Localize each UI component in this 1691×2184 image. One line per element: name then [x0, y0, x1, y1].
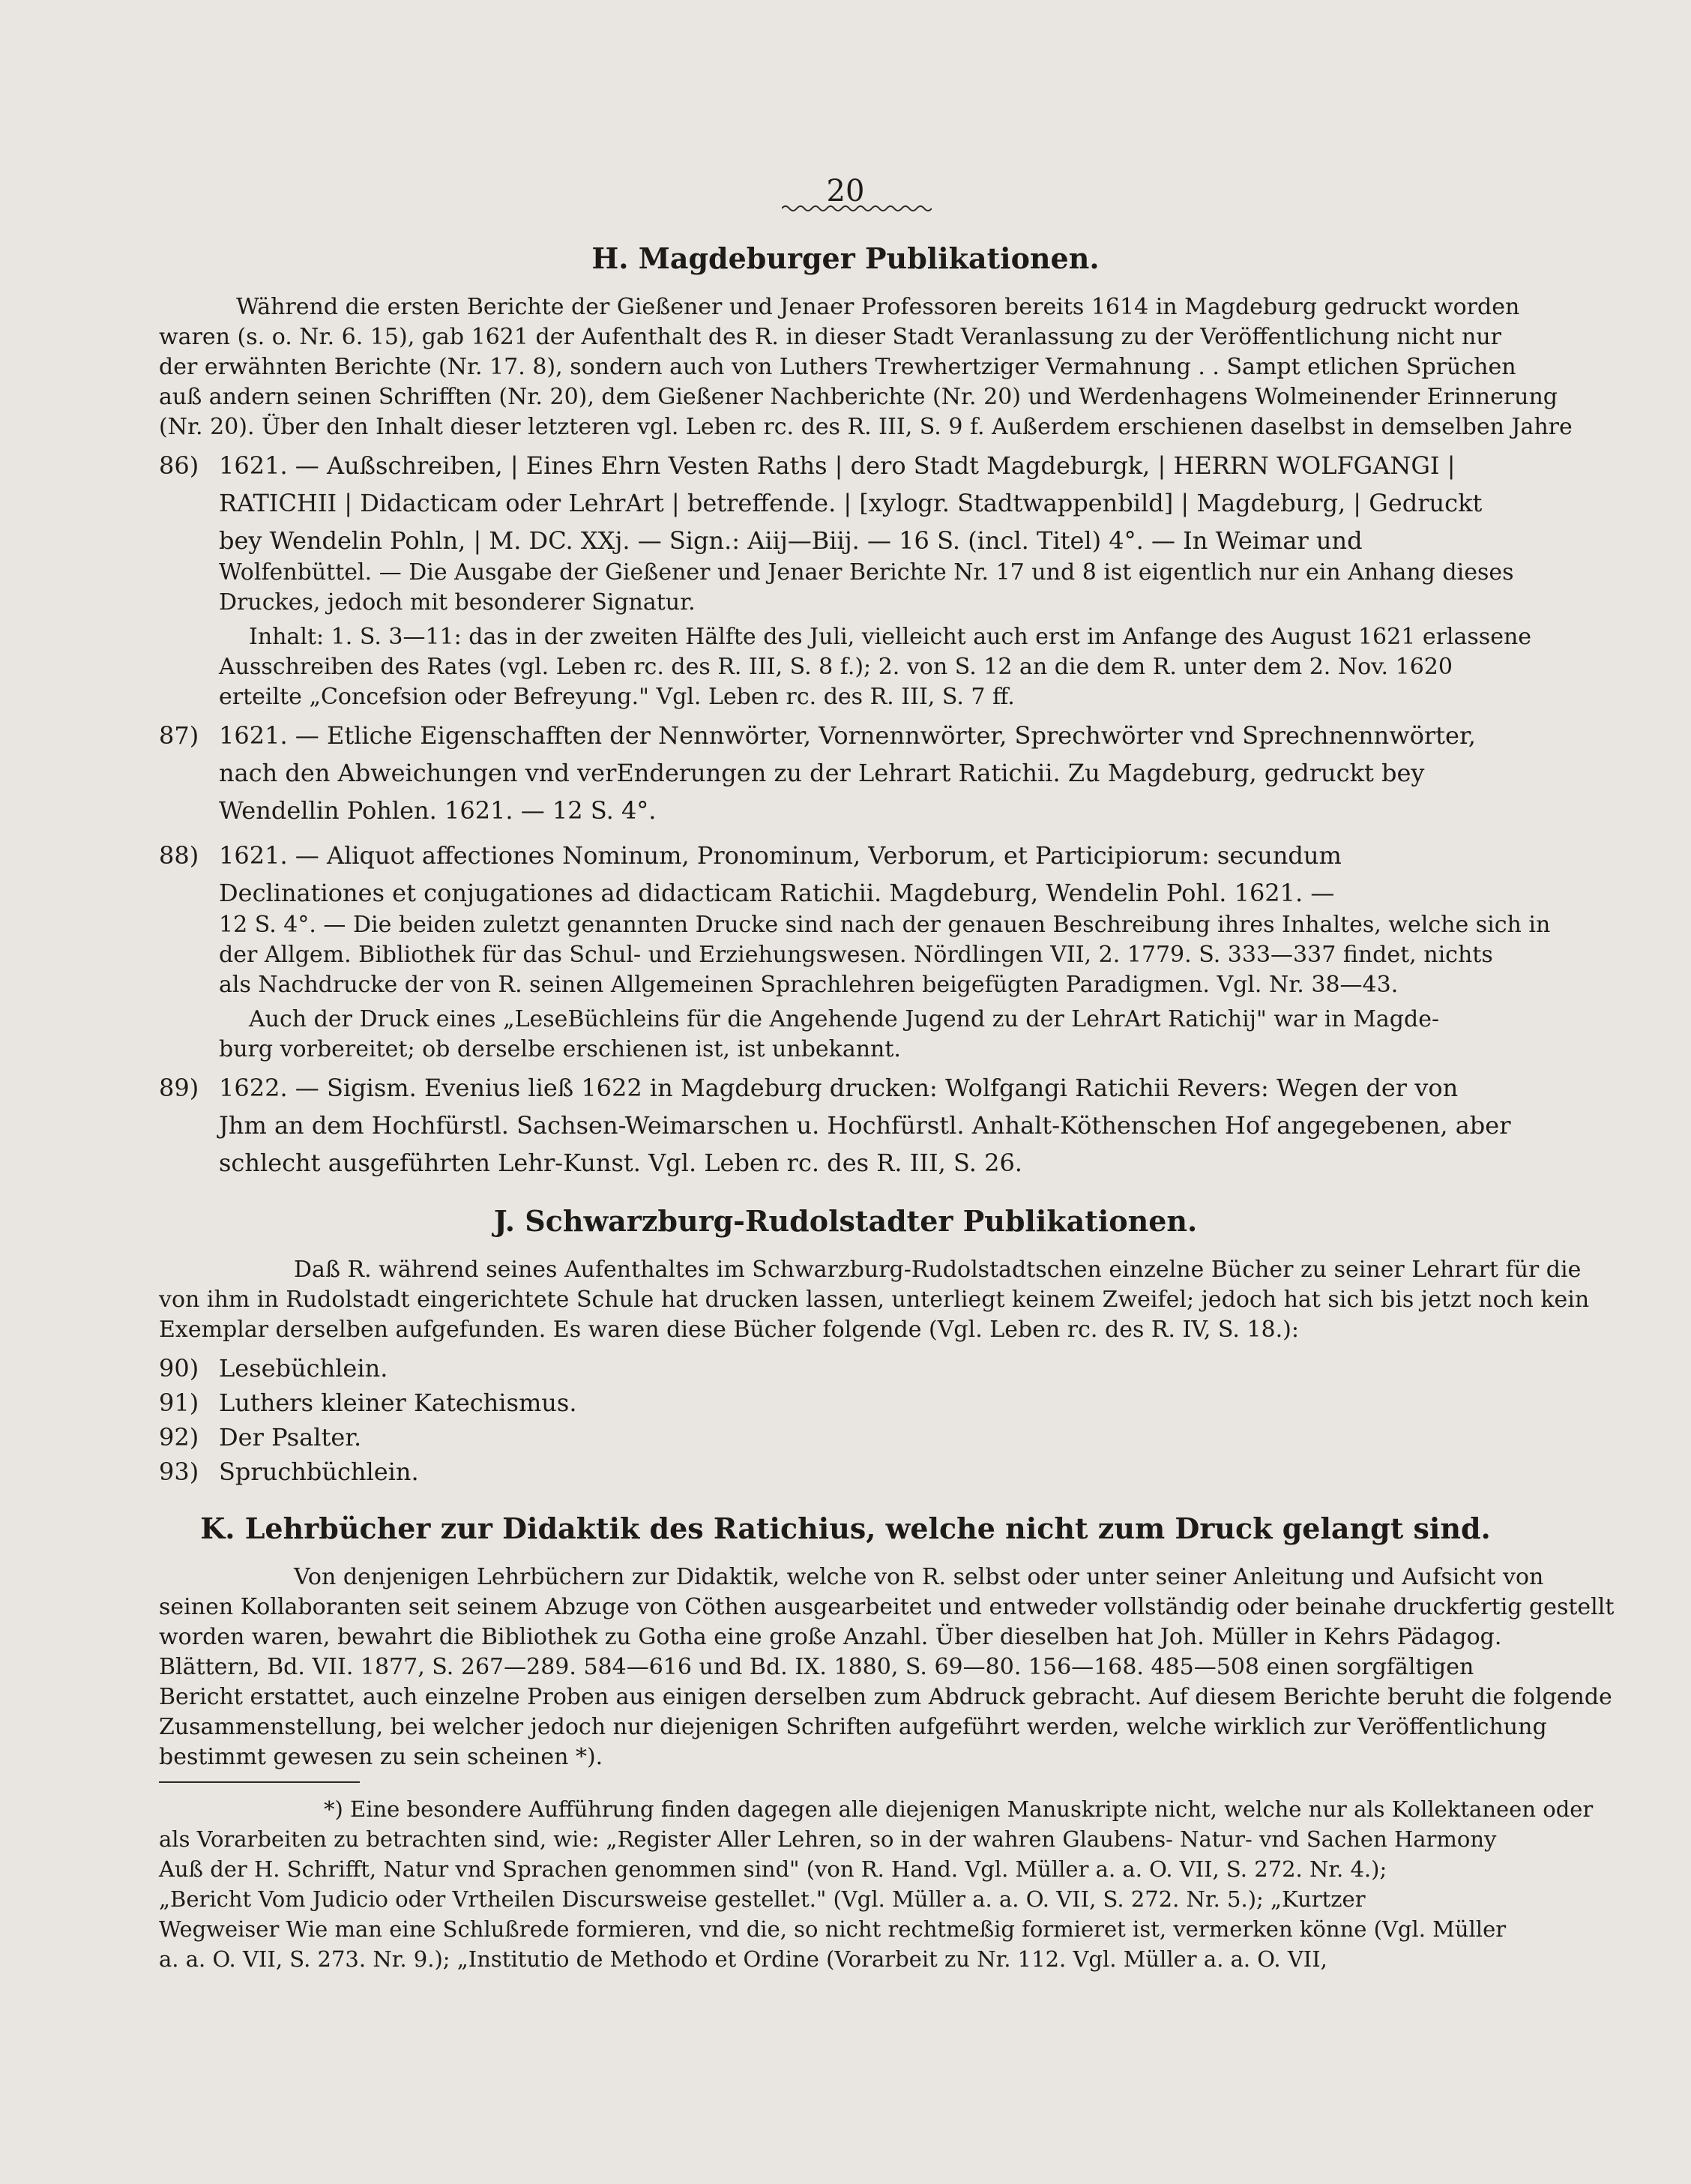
entry-line: als Nachdrucke der von R. seinen Allgemeinen Sprachlehren beigefügten Paradigmen. Vgl. Nr. 38—43. — [219, 972, 1399, 998]
footnote-line: als Vorarbeiten zu betrachten sind, wie: „Register Aller Lehren, so in der wahren Glaubens- Natur- vnd Sachen Harmony — [159, 1826, 1497, 1852]
text-line: auß andern seinen Schrifften (Nr. 20), dem Gießener Nachberichte (Nr. 20) und Werdenhagens Wolmeinender Erinnerung — [159, 384, 1558, 410]
text-line: (Nr. 20). Über den Inhalt dieser letzteren vgl. Leben rc. des R. III, S. 9 f. Außerdem erschienen daselbst in demselben Jahre — [159, 414, 1573, 440]
text-line: seinen Kollaboranten seit seinem Abzuge von Cöthen ausgearbeitet und entweder vollständig oder beinahe druckfertig gestellt — [159, 1594, 1615, 1620]
text-line: worden waren, bewahrt die Bibliothek zu Gotha eine große Anzahl. Über dieselben hat Joh. Müller in Kehrs Pädagog. — [159, 1624, 1502, 1650]
entry-number: 88) — [159, 841, 199, 870]
footnote-line: Wegweiser Wie man eine Schlußrede formieren, vnd die, so nicht rechtmeßig formieret ist, vermerken könne (Vgl. Müller — [159, 1916, 1507, 1942]
section-heading-k: K. Lehrbücher zur Didaktik des Ratichius, welche nicht zum Druck gelangt sind. — [200, 1511, 1491, 1545]
entry-number: 89) — [159, 1074, 199, 1102]
entry-line: Declinationes et conjugationes ad didacticam Ratichii. Magdeburg, Wendelin Pohl. 1621. — — [219, 879, 1335, 907]
entry-line: 12 S. 4°. — Die beiden zuletzt genannten Drucke sind nach der genauen Beschreibung ihres Inhaltes, welche sich in — [219, 912, 1551, 938]
text-line: Daß R. während seines Aufenthaltes im Schwarzburg-Rudolstadtschen einzelne Bücher zu seiner Lehrart für die — [294, 1257, 1582, 1283]
item-text: Luthers kleiner Katechismus. — [219, 1389, 577, 1417]
entry-line — [159, 841, 1342, 870]
entry-line: Druckes, jedoch mit besonderer Signatur. — [219, 589, 696, 616]
footnote-line: *) Eine besondere Aufführung finden dagegen alle diejenigen Manuskripte nicht, welche nur als Kollektaneen oder — [324, 1796, 1594, 1822]
entry-line — [159, 451, 1455, 480]
text-line: bestimmt gewesen zu sein scheinen *). — [159, 1744, 603, 1770]
entry-text: 1621. — Aliquot affectiones Nominum, Pronominum, Verborum, et Participiorum: secundum — [219, 841, 1342, 870]
section-heading-h: H. Magdeburger Publikationen. — [591, 241, 1100, 275]
item-text: Spruchbüchlein. — [219, 1457, 419, 1486]
item-text: Lesebüchlein. — [219, 1354, 388, 1383]
entry-line: der Allgem. Bibliothek für das Schul- und Erziehungswesen. Nördlingen VII, 2. 1779. S. 333—337 findet, nichts — [219, 942, 1493, 968]
entry-line — [159, 721, 1476, 750]
entry-line: erteilte „Concefsion oder Befreyung." Vgl. Leben rc. des R. III, S. 7 ff. — [219, 684, 1015, 710]
list-item — [159, 1423, 361, 1452]
text-line: von ihm in Rudolstadt eingerichtete Schule hat drucken lassen, unterliegt keinem Zweifel; jedoch hat sich bis jetzt noch kein — [159, 1287, 1590, 1313]
text-line: Während die ersten Berichte der Gießener und Jenaer Professoren bereits 1614 in Magdeburg gedruckt worden — [236, 294, 1520, 320]
list-item — [159, 1457, 419, 1486]
entry-text: 1621. — Etliche Eigenschafften der Nennwörter, Vornennwörter, Sprechwörter vnd Sprechnennwörter, — [219, 721, 1476, 750]
entry-line: schlecht ausgeführten Lehr-Kunst. Vgl. Leben rc. des R. III, S. 26. — [219, 1149, 1022, 1177]
entry-line: Auch der Druck eines „LeseBüchleins für die Angehende Jugend zu der LehrArt Ratichij" war in Magde- — [249, 1006, 1440, 1032]
entry-line: bey Wendelin Pohln, | M. DC. XXj. — Sign.: Aiij—Biij. — 16 S. (incl. Titel) 4°. — In Weimar und — [219, 526, 1363, 555]
text-line: Exemplar derselben aufgefunden. Es waren diese Bücher folgende (Vgl. Leben rc. des R. IV, S. 18.): — [159, 1317, 1299, 1343]
entry-line: burg vorbereitet; ob derselbe erschienen ist, ist unbekannt. — [219, 1036, 901, 1062]
entry-line: Ausschreiben des Rates (vgl. Leben rc. des R. III, S. 8 f.); 2. von S. 12 an die dem R. unter dem 2. Nov. 1620 — [219, 654, 1453, 680]
footnote-line: a. a. O. VII, S. 273. Nr. 9.); „Institutio de Methodo et Ordine (Vorarbeit zu Nr. 112. Vgl. Müller a. a. O. VII, — [159, 1946, 1327, 1972]
entry-line: Wendellin Pohlen. 1621. — 12 S. 4°. — [219, 796, 657, 825]
item-number: 90) — [159, 1354, 199, 1383]
wavy-rule — [782, 204, 932, 213]
list-item — [159, 1389, 576, 1417]
text-line: Zusammenstellung, bei welcher jedoch nur diejenigen Schriften aufgeführt werden, welche wirklich zur Veröffentlichung — [159, 1714, 1547, 1740]
text-line: waren (s. o. Nr. 6. 15), gab 1621 der Aufenthalt des R. in dieser Stadt Veranlassung zu der Veröffentlichung nicht nur — [159, 324, 1501, 350]
footnote-line: „Bericht Vom Judicio oder Vrtheilen Discursweise gestellet." (Vgl. Müller a. a. O. VII, S. 272. Nr. 5.); „Kurtzer — [159, 1886, 1366, 1912]
text-line: Von denjenigen Lehrbüchern zur Didaktik, welche von R. selbst oder unter seiner Anleitung und Aufsicht von — [294, 1564, 1544, 1590]
item-number: 92) — [159, 1423, 199, 1452]
footnote-line: Auß der H. Schrifft, Natur vnd Sprachen genommen sind" (von R. Hand. Vgl. Müller a. a. O. VII, S. 272. Nr. 4.); — [159, 1856, 1387, 1882]
entry-line: Wolfenbüttel. — Die Ausgabe der Gießener und Jenaer Berichte Nr. 17 und 8 ist eigentlich nur ein Anhang dieses — [219, 559, 1514, 586]
entry-line: Inhalt: 1. S. 3—11: das in der zweiten Hälfte des Juli, vielleicht auch erst im Anfange des August 1621 erlassene — [249, 624, 1532, 650]
list-item — [159, 1354, 388, 1383]
entry-line: nach den Abweichungen vnd verEnderungen zu der Lehrart Ratichii. Zu Magdeburg, gedruckt bey — [219, 759, 1425, 787]
entry-line — [159, 1074, 1458, 1102]
entry-line: RATICHII | Didacticam oder LehrArt | betreffende. | [xylogr. Stadtwappenbild] | Magdeburg, | Gedruckt — [219, 489, 1483, 517]
item-text: Der Psalter. — [219, 1423, 362, 1452]
entry-text: 1622. — Sigism. Evenius ließ 1622 in Magdeburg drucken: Wolfgangi Ratichii Revers: Wegen der von — [219, 1074, 1459, 1102]
entry-number: 87) — [159, 721, 199, 750]
entry-line: Jhm an dem Hochfürstl. Sachsen-Weimarschen u. Hochfürstl. Anhalt-Köthenschen Hof angegebenen, aber — [219, 1111, 1511, 1140]
item-number: 93) — [159, 1457, 199, 1486]
entry-number: 86) — [159, 451, 199, 480]
text-line: Blättern, Bd. VII. 1877, S. 267—289. 584—616 und Bd. IX. 1880, S. 69—80. 156—168. 485—508 einen sorgfältigen — [159, 1654, 1474, 1680]
text-line: der erwähnten Berichte (Nr. 17. 8), sondern auch von Luthers Trewhertziger Vermahnung . . Sampt etlichen Sprüchen — [159, 354, 1516, 380]
page-number: 20 — [826, 174, 865, 208]
item-number: 91) — [159, 1389, 199, 1417]
entry-text: 1621. — Außschreiben, | Eines Ehrn Vesten Raths | dero Stadt Magdeburgk, | HERRN WOLFGANGI | — [219, 451, 1456, 480]
footnote-rule — [159, 1781, 360, 1783]
text-line: Bericht erstattet, auch einzelne Proben aus einigen derselben zum Abdruck gebracht. Auf diesem Berichte beruht die folgende — [159, 1684, 1612, 1710]
section-heading-j: J. Schwarzburg-Rudolstadter Publikationen. — [493, 1204, 1198, 1238]
